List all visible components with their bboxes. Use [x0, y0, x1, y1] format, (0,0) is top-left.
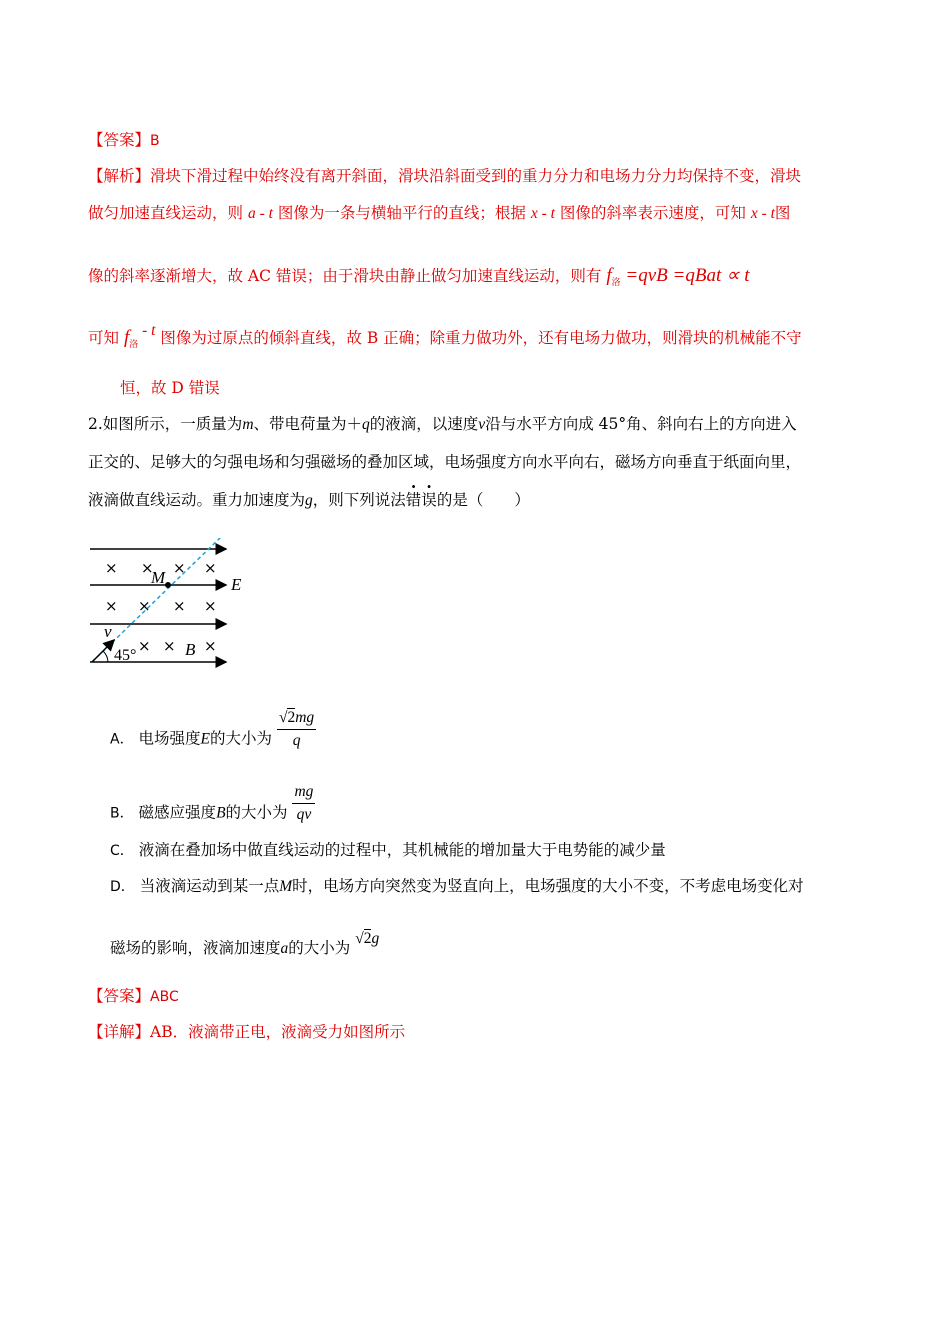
analysis-line-4 — [88, 322, 802, 355]
option-d-var: M — [279, 878, 293, 895]
math-x1: x — [530, 205, 538, 222]
analysis-line-2 — [88, 203, 790, 224]
math-f1: f — [606, 265, 612, 286]
option-d-line-2 — [110, 930, 380, 959]
analysis-line-5 — [120, 378, 220, 398]
option-c-text: 液滴在叠加场中做直线运动的过程中，其机械能的增加量大于电势能的减少量 — [138, 841, 666, 859]
label-e: E — [231, 575, 242, 594]
analysis-text-2c: 图像的斜率表示速度，可知 — [559, 204, 746, 222]
option-b-text2: 的大小为 — [225, 803, 288, 822]
question-line-1 — [88, 414, 797, 435]
answer-1-bracket: 【答案】 — [88, 131, 151, 149]
option-c-label: C． — [110, 843, 134, 859]
option-a-num: mg — [295, 709, 315, 726]
question-text-3c: 的是（ ） — [436, 491, 530, 509]
cross-mark: × — [163, 637, 176, 655]
math-t2: - t — [537, 205, 555, 222]
option-d — [110, 876, 804, 897]
option-a-den: q — [292, 732, 301, 749]
answer-2-bracket: 【答案】 — [88, 987, 151, 1005]
emphasis-char-2: 误 — [421, 491, 437, 509]
option-d-sqrt: 2 — [363, 930, 372, 947]
option-a — [110, 709, 316, 761]
label-angle: 45° — [114, 647, 137, 664]
cross-mark: × — [173, 559, 186, 577]
answer-1 — [88, 130, 160, 151]
analysis-bracket: 【解析】 — [88, 167, 151, 185]
var-q: q — [362, 416, 370, 433]
question-text-1d: 沿与水平方向成 45°角、斜向右上的方向进入 — [485, 415, 797, 433]
cross-mark: × — [204, 559, 217, 577]
cross-mark: × — [138, 637, 151, 655]
option-d-label: D． — [110, 879, 135, 895]
option-b-var: B — [216, 804, 226, 822]
option-a-text2: 的大小为 — [210, 729, 273, 748]
emphasis-char-1: 错 — [405, 491, 422, 509]
option-b-num: mg — [292, 782, 315, 804]
option-b-den: qv — [296, 806, 312, 823]
answer-1-value: B — [150, 133, 160, 149]
answer-2 — [88, 986, 179, 1007]
cross-mark: × — [204, 597, 217, 615]
analysis-text-4b: 图像为过原点的倾斜直线，故 B 正确；除重力做功外，还有电场力做功，则滑块的机械能不守 — [160, 329, 802, 347]
label-v: v — [104, 622, 112, 641]
option-b-fraction — [292, 782, 315, 825]
math-f1-sub: 洛 — [611, 278, 621, 288]
math-t1: - t — [255, 205, 273, 222]
option-c — [110, 840, 666, 861]
option-b-label: B． — [110, 805, 134, 822]
option-a-var: E — [200, 730, 210, 748]
math-a: a — [247, 205, 256, 222]
question-line-3 — [88, 490, 530, 511]
option-d-g: g — [371, 930, 380, 947]
analysis-text-3a: 像的斜率逐渐增大，故 AC 错误；由于滑块由静止做匀加速直线运动，则有 — [88, 267, 602, 285]
analysis-text-5: 恒，故 D 错误 — [120, 379, 220, 397]
analysis-text-2b: 图像为一条与横轴平行的直线；根据 — [277, 204, 526, 222]
angle-arc — [103, 651, 108, 662]
question-text-1c: 的液滴，以速度 — [369, 415, 479, 433]
analysis-text-2d: 图 — [774, 204, 791, 222]
option-d-text-2a: 磁场的影响，液滴加速度 — [110, 939, 281, 957]
math-x2: x — [750, 205, 758, 222]
detail — [88, 1022, 405, 1042]
option-d-text-b: 时，电场方向突然变为竖直向上，电场强度的大小不变，不考虑电场变化对 — [292, 877, 804, 895]
cross-mark: × — [138, 597, 151, 615]
cross-mark: × — [105, 559, 118, 577]
math-eq1: =qvB =qBat ∝ t — [620, 265, 750, 286]
question-text-1b: 、带电荷量为＋ — [253, 415, 363, 433]
option-d-text-2b: 的大小为 — [288, 939, 351, 957]
var-m: m — [242, 416, 254, 433]
cross-mark: × — [141, 559, 154, 577]
question-text-3a: 液滴做直线运动。重力加速度为 — [88, 491, 306, 509]
cross-mark: × — [173, 597, 186, 615]
option-b — [110, 783, 315, 835]
option-a-label: A． — [110, 731, 134, 748]
analysis-text-4a: 可知 — [88, 329, 120, 347]
option-d-sqrt-expr: √2g — [355, 930, 380, 947]
option-a-fraction: $\frac{√2mg}{q}$ — [278, 709, 315, 749]
var-v: v — [478, 416, 486, 433]
detail-bracket: 【详解】 — [88, 1023, 151, 1041]
option-d-var2: a — [280, 940, 289, 957]
question-number: 2. — [88, 415, 103, 433]
option-a-text: 电场强度 — [138, 729, 201, 748]
question-line-2 — [88, 452, 801, 472]
option-b-text: 磁感应强度 — [138, 803, 217, 822]
math-t3: - t — [757, 205, 775, 222]
field-diagram — [88, 538, 258, 673]
answer-2-value: ABC — [150, 989, 179, 1005]
option-d-text-a: 当液滴运动到某一点 — [139, 877, 280, 895]
math-f2: f — [123, 327, 130, 348]
option-a-sqrt: 2 — [287, 709, 296, 726]
label-b: B — [185, 640, 196, 659]
question-text-3b: ，则下列说法 — [312, 491, 406, 509]
math-f2-sub: 洛 — [129, 340, 139, 350]
analysis-line-3 — [88, 266, 750, 293]
var-g: g — [305, 492, 313, 509]
detail-text: AB．液滴带正电，液滴受力如图所示 — [150, 1023, 406, 1041]
math-t4: - t — [138, 322, 156, 339]
question-text-2: 正交的、足够大的匀强电场和匀强磁场的叠加区域，电场强度方向水平向右，磁场方向垂直于纸面向里， — [88, 453, 802, 471]
analysis-line-1 — [88, 166, 801, 186]
analysis-text-2a: 做匀加速直线运动，则 — [88, 204, 244, 222]
analysis-text-1: 滑块下滑过程中始终没有离开斜面，滑块沿斜面受到的重力分力和电场力分力均保持不变，滑块 — [150, 167, 802, 185]
question-text-1a: 如图所示，一质量为 — [102, 415, 243, 433]
point-m — [165, 582, 171, 588]
label-m: M — [151, 568, 166, 587]
cross-mark: × — [105, 597, 118, 615]
cross-mark: × — [204, 637, 217, 655]
